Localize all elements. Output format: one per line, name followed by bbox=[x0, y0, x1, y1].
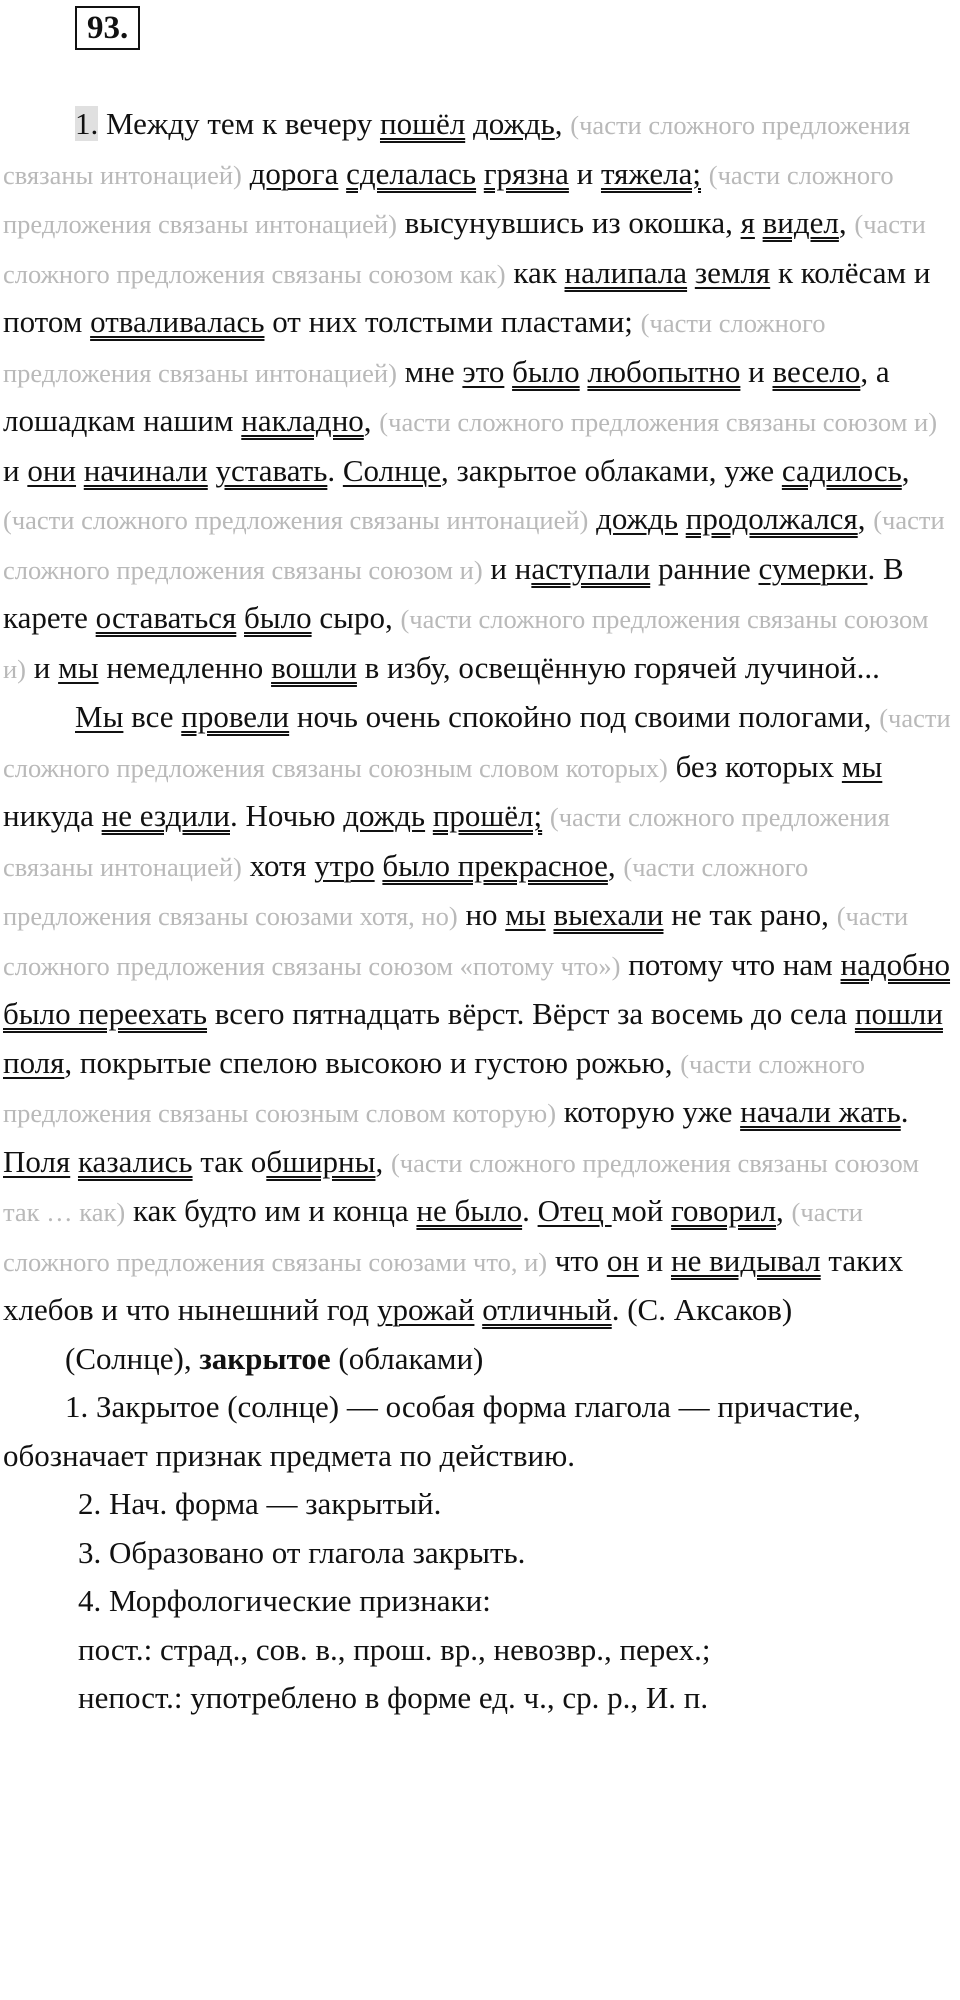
text-run: никуда bbox=[3, 798, 102, 833]
predicate-word: прошёл; bbox=[432, 798, 543, 833]
text-run: к колёсам и потом bbox=[3, 254, 931, 339]
subject-word: поля bbox=[3, 1044, 65, 1080]
subject-word: дождь bbox=[343, 798, 426, 833]
text-run: ранние bbox=[650, 550, 759, 586]
subject-word: мы bbox=[58, 649, 99, 685]
subject-word: Солнце bbox=[342, 452, 442, 488]
predicate-word: продолжался bbox=[685, 501, 858, 536]
text-run: , покрытые спелою высокою и густою рожью, bbox=[64, 1044, 681, 1080]
subject-word: сумерки bbox=[758, 550, 868, 586]
subject-word: дорога bbox=[249, 155, 339, 191]
text-run: так о bbox=[192, 1143, 267, 1179]
parsed-word: закрытое bbox=[199, 1340, 331, 1376]
predicate-word: отваливалась bbox=[90, 304, 265, 339]
text-run: , bbox=[363, 403, 380, 438]
clause-note: (части сложного предложения связаны интонацией) bbox=[3, 505, 589, 535]
subject-word: урожай bbox=[376, 1292, 475, 1327]
predicate-word: начали жать bbox=[740, 1094, 901, 1129]
predicate-word: вошли bbox=[271, 649, 357, 685]
text-run: мне bbox=[396, 353, 463, 389]
text-run: без которых bbox=[667, 748, 842, 784]
subject-word: Поля bbox=[3, 1143, 71, 1179]
text-run: . Ночью bbox=[230, 798, 344, 833]
predicate-word: любопытно bbox=[587, 353, 741, 389]
subject-word: он bbox=[606, 1242, 639, 1278]
predicate-word: налипала bbox=[564, 254, 688, 290]
analysis-item-3: 3. Образовано от глагола закрыть. bbox=[78, 1534, 526, 1570]
clause-note: (части сложного предложения связаны союзным словом которых) bbox=[3, 703, 951, 783]
predicate-word: надобно было переехать bbox=[3, 946, 951, 1031]
text-run: немедленно bbox=[98, 649, 272, 685]
subject-word: дождь bbox=[472, 106, 555, 141]
predicate-word: накладно bbox=[241, 403, 364, 438]
text-run bbox=[678, 501, 686, 536]
clause-note: (части сложного предложения связаны союзным словом которую) bbox=[3, 1048, 866, 1128]
text-run: . bbox=[327, 452, 343, 488]
text-run bbox=[755, 205, 763, 240]
subject-word: утро bbox=[314, 847, 375, 883]
text-run bbox=[236, 600, 244, 635]
text-run: которую уже bbox=[556, 1094, 741, 1129]
text-run: и bbox=[26, 649, 59, 685]
predicate-word: было bbox=[512, 353, 580, 389]
subject-word: они bbox=[27, 452, 77, 488]
predicate-word: было bbox=[244, 600, 312, 635]
paragraph-main bbox=[3, 100, 953, 693]
clause-note: (части сложного предложения связаны союзом как) bbox=[3, 209, 926, 289]
predicate-word: пошёл bbox=[379, 106, 466, 141]
predicate-word: начинали bbox=[83, 452, 208, 488]
text-run: Между тем к вечеру bbox=[98, 106, 380, 141]
predicate-word: аступали bbox=[531, 550, 651, 586]
text-run: (облаками) bbox=[330, 1340, 484, 1376]
text-run: как будто им и конца bbox=[125, 1193, 417, 1228]
predicate-word: видел bbox=[762, 205, 839, 240]
clause-note: (части сложного предложения связаны союзами хотя, но) bbox=[3, 851, 809, 931]
analysis-item-1: 1. Закрытое (солнце) — особая форма глагола — причастие, обозначает признак предмета по действию. bbox=[3, 1389, 861, 1473]
text-run: . bbox=[522, 1193, 538, 1228]
text-run bbox=[588, 501, 596, 536]
text-run: от них толстыми пластами; bbox=[264, 304, 641, 339]
text-run: и bbox=[568, 155, 601, 191]
subject-word: мы bbox=[505, 897, 546, 932]
text-run bbox=[476, 156, 484, 191]
predicate-word: тяжела; bbox=[600, 155, 701, 191]
text-run: , а лошадкам нашим bbox=[3, 353, 890, 438]
text-run: , bbox=[901, 452, 910, 488]
text-run: сыро, bbox=[311, 600, 401, 635]
text-run: , bbox=[554, 106, 571, 141]
task-number: 93. bbox=[75, 6, 140, 50]
text-run: , bbox=[776, 1193, 792, 1228]
predicate-word: весело bbox=[772, 353, 861, 389]
predicate-word: грязна bbox=[483, 155, 569, 191]
text-run: но bbox=[457, 897, 506, 932]
text-body bbox=[3, 100, 953, 1723]
clause-note: (части сложного предложения связаны союзом и) bbox=[3, 604, 929, 684]
text-run bbox=[70, 1144, 78, 1179]
text-run: что bbox=[547, 1242, 607, 1278]
text-run: не так рано, bbox=[663, 897, 837, 932]
text-run: и bbox=[740, 353, 773, 389]
text-run: , bbox=[607, 847, 624, 883]
predicate-word: выехали bbox=[553, 897, 664, 932]
predicate-word: говорил bbox=[671, 1193, 777, 1228]
clause-note: (части сложного предложения связаны союзами что, и) bbox=[3, 1197, 863, 1277]
text-run bbox=[338, 156, 346, 191]
text-run: , bbox=[838, 205, 855, 240]
predicate-word: не было bbox=[416, 1193, 523, 1228]
predicate-word: пошли bbox=[854, 996, 943, 1031]
predicate-word: сделалась bbox=[346, 155, 477, 191]
predicate-word: не видывал bbox=[671, 1242, 821, 1278]
subject-word: Отец bbox=[537, 1193, 612, 1228]
text-run bbox=[687, 255, 695, 290]
subject-word: земля bbox=[694, 254, 771, 290]
predicate-word: было прекрасное bbox=[382, 847, 608, 883]
text-run: , закрытое облаками, уже bbox=[441, 452, 782, 488]
clause-note: (части сложного предложения связаны интонацией) bbox=[3, 308, 826, 388]
text-run bbox=[542, 798, 550, 833]
subject-word: дождь bbox=[596, 501, 678, 536]
analysis-item-6: непост.: употреблено в форме ед. ч., ср. р., И. п. bbox=[78, 1680, 709, 1715]
text-run bbox=[242, 156, 250, 191]
predicate-word: провели bbox=[181, 699, 290, 734]
predicate-word: оставаться bbox=[95, 600, 237, 635]
text-run bbox=[701, 156, 709, 191]
text-run bbox=[465, 106, 473, 141]
text-run: всего пятнадцать вёрст. Вёрст за восемь до села bbox=[207, 996, 855, 1031]
text-run: и bbox=[638, 1242, 671, 1278]
clause-note: (части сложного предложения связаны союзом так … как) bbox=[3, 1147, 920, 1227]
analysis-item-4: 4. Морфологические признаки: bbox=[78, 1583, 491, 1618]
text-run: ночь очень спокойно под своими пологами, bbox=[289, 699, 880, 734]
text-run: , bbox=[857, 501, 874, 536]
sentence-number: 1. bbox=[75, 106, 99, 141]
text-run: , bbox=[375, 1143, 391, 1179]
text-run bbox=[208, 453, 216, 488]
text-run: как bbox=[505, 254, 565, 290]
text-run: таких хлебов и что нынешний год bbox=[3, 1242, 904, 1327]
paragraph-second bbox=[3, 693, 953, 1335]
subject-word: я bbox=[740, 205, 755, 240]
text-run: высунувшись из окошка, bbox=[396, 205, 741, 240]
text-run: потому что нам bbox=[620, 946, 841, 982]
text-run: . В карете bbox=[3, 550, 904, 635]
clause-note: (части сложного предложения связаны союзом и) bbox=[379, 407, 938, 437]
subject-word: мы bbox=[841, 748, 883, 784]
text-run: и н bbox=[482, 550, 532, 586]
text-run bbox=[76, 453, 84, 488]
predicate-word: бширны bbox=[266, 1143, 376, 1179]
clause-note: (части сложного предложения связаны интонацией) bbox=[3, 110, 911, 190]
text-run: все bbox=[123, 699, 182, 734]
text-run bbox=[504, 354, 512, 389]
text-run: (Солнце), bbox=[65, 1340, 200, 1376]
predicate-word: казались bbox=[77, 1143, 193, 1179]
text-run bbox=[425, 798, 433, 833]
analysis-item-2: 2. Нач. форма — закрытый. bbox=[78, 1486, 442, 1521]
clause-note: (части сложного предложения связаны интонацией) bbox=[3, 159, 894, 239]
clause-note: (части сложного предложения связаны союзом «потому что») bbox=[3, 901, 909, 981]
subject-word: это bbox=[462, 353, 505, 389]
text-run: . bbox=[900, 1094, 909, 1129]
predicate-word: не ездили bbox=[101, 798, 230, 833]
text-run: хотя bbox=[241, 847, 315, 883]
predicate-word: отличный bbox=[482, 1292, 612, 1327]
analysis-item-5: пост.: страд., сов. в., прош. вр., невозвр., перех.; bbox=[78, 1631, 711, 1667]
text-run: и bbox=[3, 452, 28, 488]
subject-word: Мы bbox=[75, 699, 124, 734]
predicate-word: садилось bbox=[781, 452, 902, 488]
parse-heading bbox=[3, 1335, 953, 1384]
clause-note: (части сложного предложения связаны интонацией) bbox=[3, 802, 890, 882]
text-run: мой bbox=[611, 1193, 672, 1228]
text-run: . (С. Аксаков) bbox=[611, 1292, 793, 1327]
clause-note: (части сложного предложения связаны союзом и) bbox=[3, 505, 945, 585]
predicate-word: уставать bbox=[215, 452, 328, 488]
text-run: в избу, освещённую горячей лучиной... bbox=[356, 649, 880, 685]
